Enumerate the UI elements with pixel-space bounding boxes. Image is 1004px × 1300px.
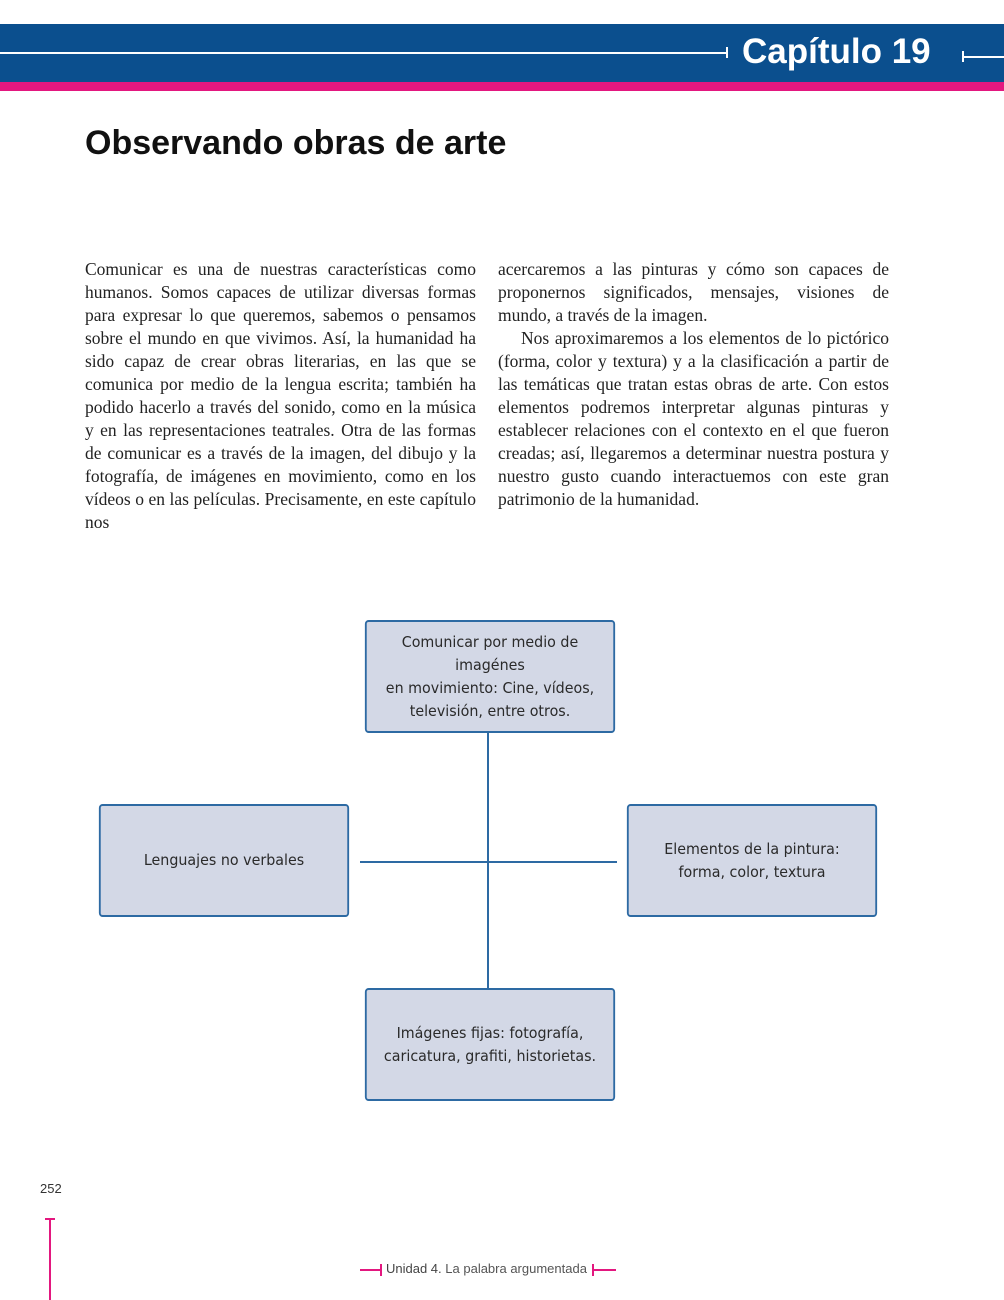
footer-rule-left xyxy=(360,1269,382,1271)
page-number: 252 xyxy=(40,1181,62,1196)
header-rule-tick xyxy=(726,47,728,58)
body-column-left xyxy=(85,258,476,534)
node-text-line: Comunicar por medio de imagénes xyxy=(401,632,579,674)
page-title: Observando obras de arte xyxy=(85,124,507,162)
node-text-line: Lenguajes no verbales xyxy=(143,851,305,869)
footer-unit: Unidad 4. xyxy=(386,1261,442,1276)
page-footer xyxy=(0,1260,1004,1278)
diagram-node-painting-elements xyxy=(627,804,877,917)
diagram-node-nonverbal-languages xyxy=(99,804,349,917)
body-column-right xyxy=(498,258,889,511)
chapter-label: Capítulo 19 xyxy=(742,32,931,71)
node-text-line: caricatura, grafiti, historietas. xyxy=(383,1046,597,1065)
node-text-line: televisión, entre otros. xyxy=(409,701,571,720)
footer-title: La palabra argumentada xyxy=(445,1261,587,1276)
header-rule-right xyxy=(962,56,1004,58)
diagram-node-moving-images xyxy=(365,620,615,733)
footer-rule-right xyxy=(592,1269,616,1271)
body-paragraph: Nos aproximaremos a los elementos de lo pictórico (forma, color y textura) y a la clasificación a partir de las temáticas que tratan estas obras de arte. Con estos elementos podremos interpretar algunas pinturas y establecer relaciones con el contexto en el que fueron creadas; así, llegaremos a determinar nuestra postura y nuestro gusto cuando interactuemos con este gran patrimonio de la humanidad. xyxy=(498,328,889,509)
diagram-horizontal-connector xyxy=(360,861,617,863)
margin-line xyxy=(49,1218,51,1300)
header-rule xyxy=(0,52,726,54)
diagram-node-still-images xyxy=(365,988,615,1101)
body-paragraph: acercaremos a las pinturas y cómo son capaces de proponernos significados, mensajes, visiones de mundo, a través de la imagen. xyxy=(498,259,889,325)
node-text-line: forma, color, textura xyxy=(678,862,826,881)
node-text-line: en movimiento: Cine, vídeos, xyxy=(385,678,595,697)
node-text-line: Elementos de la pintura: xyxy=(664,839,840,858)
footer-text xyxy=(386,1261,587,1276)
node-text-line: Imágenes fijas: fotografía, xyxy=(396,1023,584,1042)
footer-tick-left xyxy=(380,1264,382,1276)
body-paragraph: Comunicar es una de nuestras características como humanos. Somos capaces de utilizar diversas formas para expresar lo que queremos, sabemos o pensamos sobre el mundo en que vivimos. Así, la humanidad ha sido capaz de crear obras literarias, en las que se comunica por medio de la lengua escrita; también ha podido hacerlo a través del sonido, como en la música y en las representaciones teatrales. Otra de las formas de comunicar es a través de la imagen, del dibujo y la fotografía, de imágenes en movimiento, como en los vídeos o en las películas. Precisamente, en este capítulo nos xyxy=(85,259,476,532)
header-accent-stripe xyxy=(0,82,1004,91)
